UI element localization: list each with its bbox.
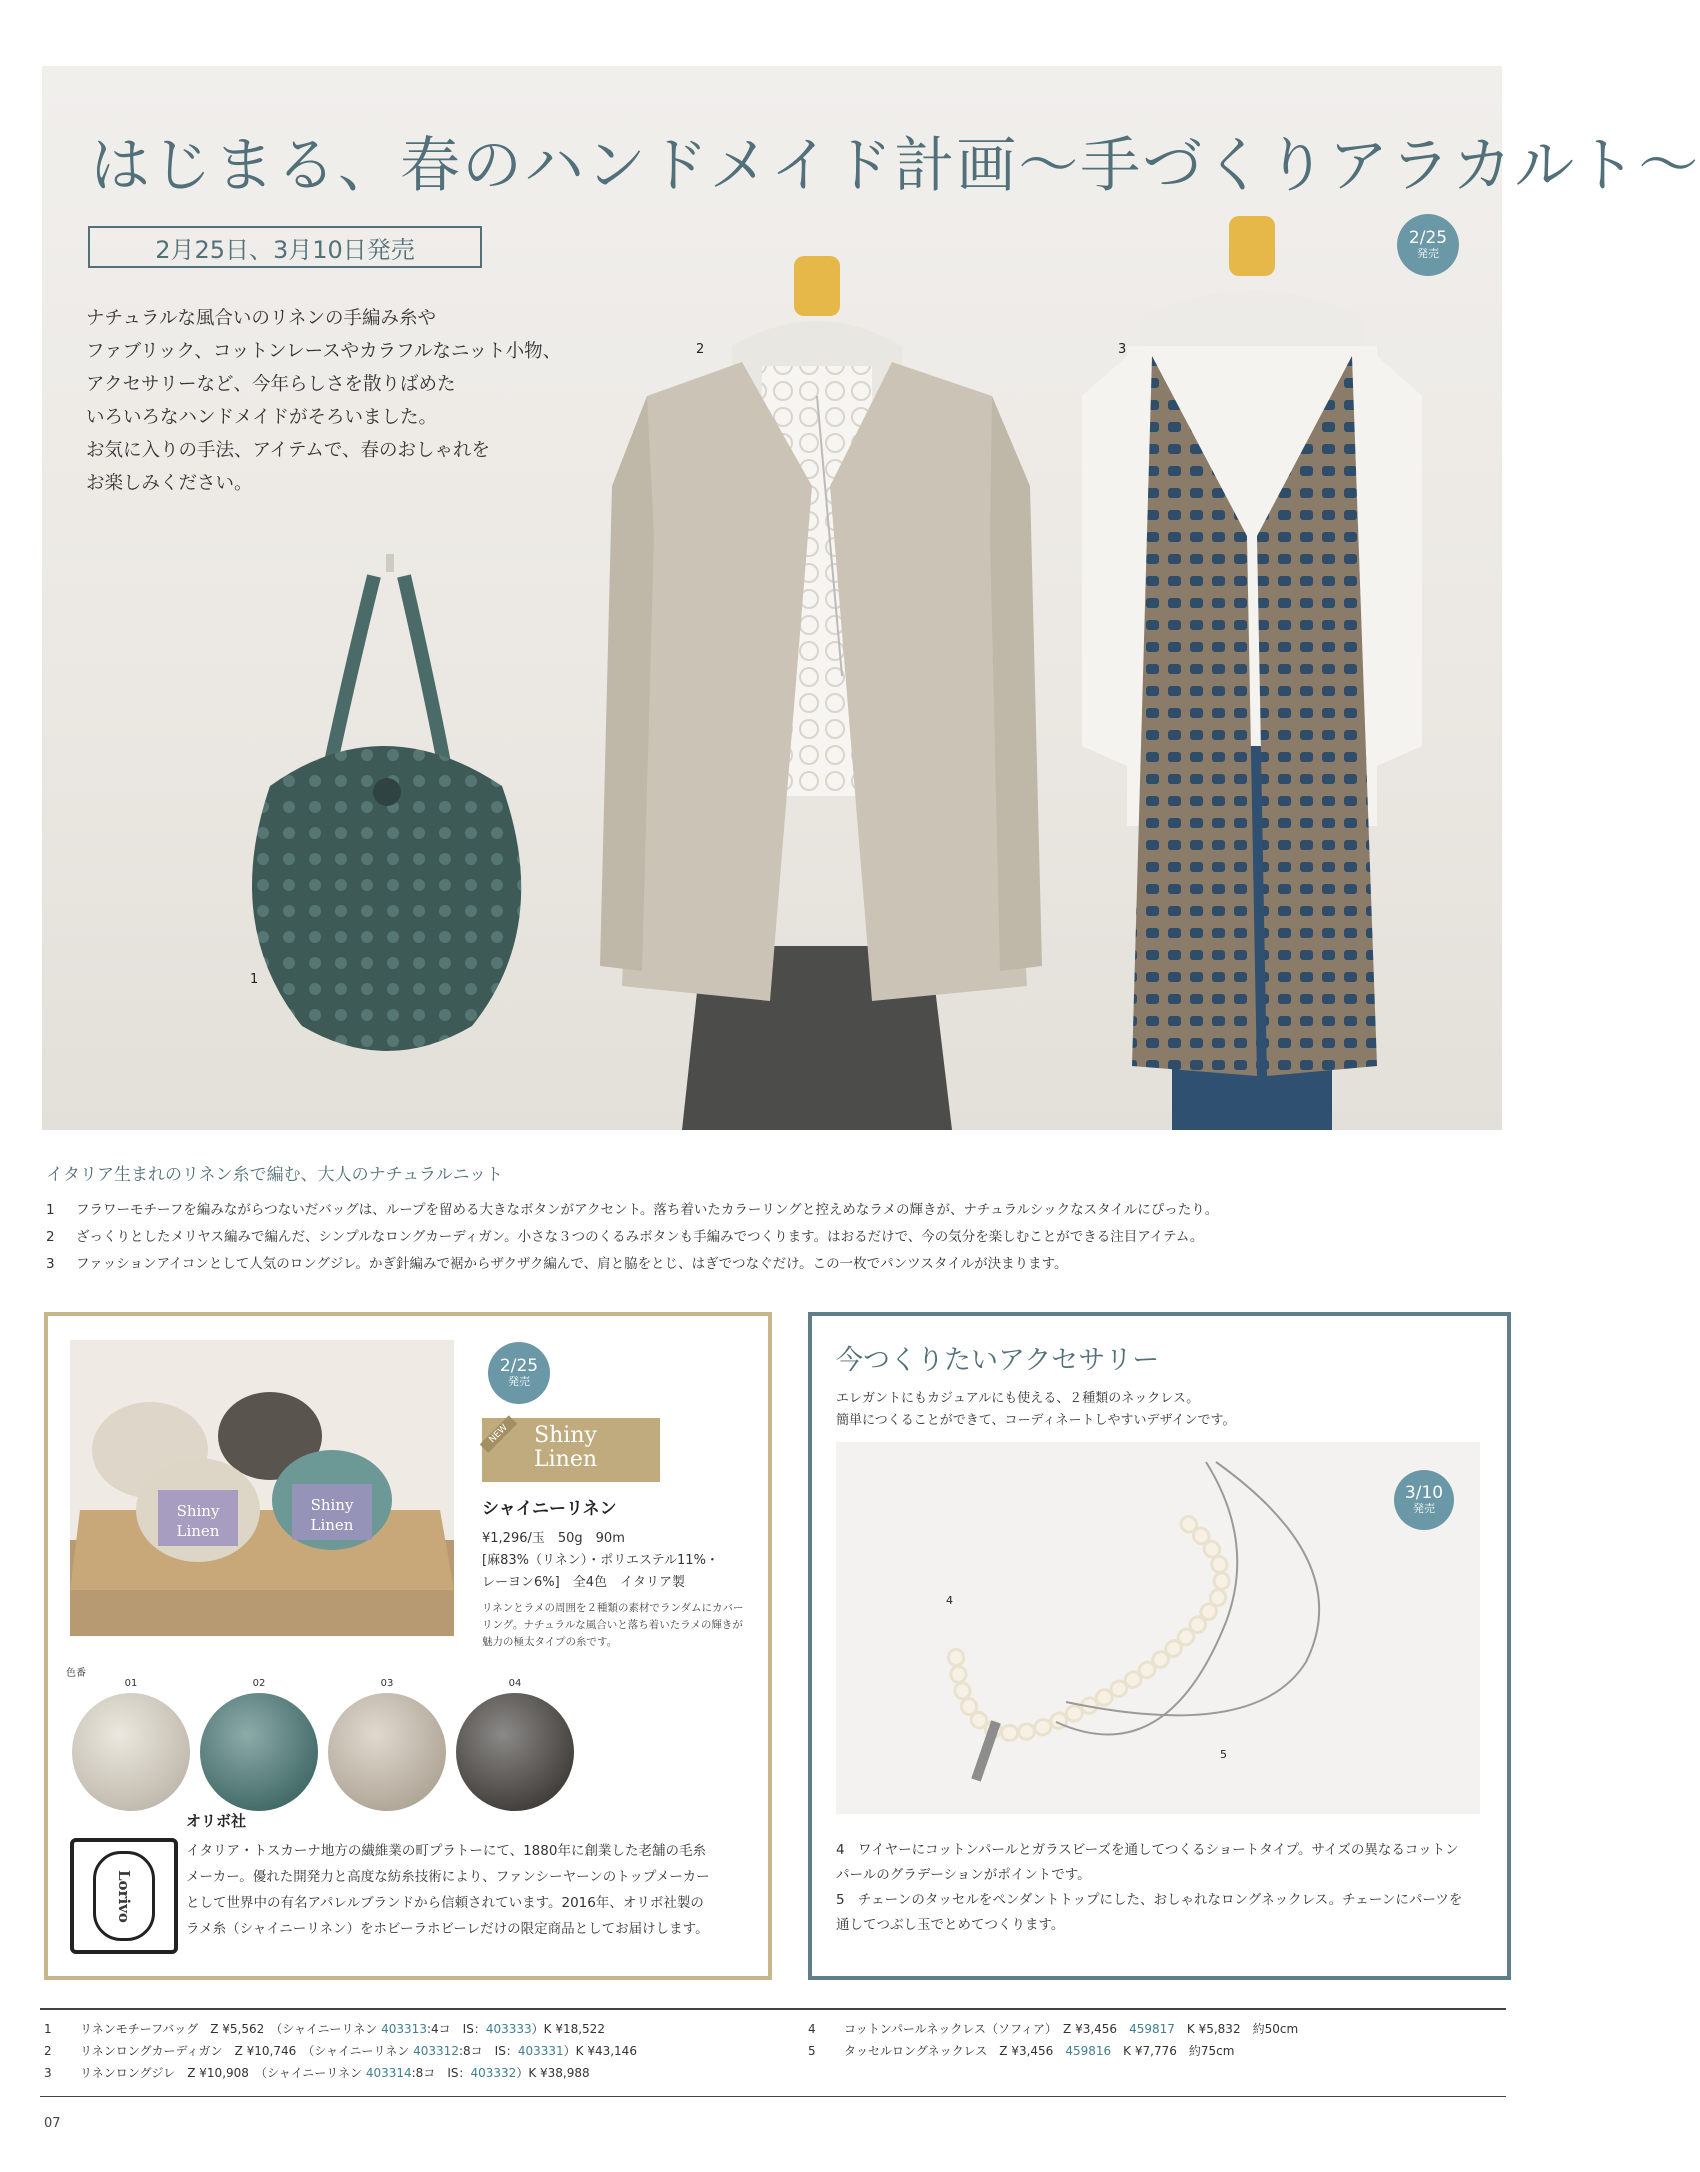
badge-sub: 発売 (508, 1375, 530, 1389)
release-badge (488, 1342, 550, 1404)
caption-number: 3 (46, 1256, 55, 1272)
shiny-linen-logo (482, 1418, 660, 1482)
page-title: はじまる、春のハンドメイド計画〜手づくりアラカルト〜 (90, 131, 1700, 201)
swatch-item (452, 1678, 578, 1815)
price-z: Z ¥3,456 (1063, 2022, 1118, 2036)
swatch-item (68, 1678, 194, 1815)
price-item-name: リネンモチーフバッグ (80, 2022, 199, 2036)
note-number: 4 (836, 1842, 845, 1858)
price-is-code: 403332 (470, 2066, 517, 2080)
yarn-label-text: Linen (310, 1516, 354, 1534)
product-spec (482, 1528, 719, 1594)
accessory-notes (836, 1838, 1462, 1938)
caption-title: イタリア生まれのリネン糸で編む、大人のナチュラルニット (46, 1165, 503, 1185)
price-kit: （シャイニーリネン (308, 2044, 410, 2058)
bag-button (373, 778, 401, 806)
cardigan-left (622, 362, 812, 1001)
maker-description (186, 1838, 710, 1942)
caption-text: ざっくりとしたメリヤス編みで編んだ、シンプルなロングカーディガン。小さな３つのくるみボタンも手編みでつくります。はおるだけで、今の気分を楽しむことができる注目アイテム。 (76, 1229, 1204, 1245)
swatch-code: 04 (508, 1678, 522, 1689)
caption-number: 2 (46, 1229, 55, 1245)
badge-date: 2/25 (499, 1355, 539, 1376)
price-code: 459816 (1065, 2044, 1112, 2058)
price-number: 1 (44, 2022, 52, 2036)
price-size: 約50cm (1252, 2022, 1299, 2036)
swatch-circle (72, 1693, 190, 1811)
maker-line: メーカー。優れた開発力と高度な紡糸技術により、ファンシーヤーンのトップメーカー (186, 1869, 710, 1885)
logo-line: Shiny (534, 1423, 597, 1448)
logo-line: Linen (534, 1447, 598, 1472)
yarn-label-text: Shiny (176, 1502, 220, 1520)
basket (70, 1510, 454, 1590)
item-number-2: 2 (696, 342, 705, 357)
intro-line: ナチュラルな風合いのリネンの手編み糸や (86, 308, 437, 329)
price-row (44, 2018, 637, 2040)
intro-line: お気に入りの手法、アイテムで、春のおしゃれを (86, 440, 491, 461)
caption-item (46, 1198, 1218, 1218)
item-number-5: 5 (1220, 1748, 1227, 1761)
lorivo-logo (70, 1838, 178, 1954)
item-number-3: 3 (1118, 342, 1127, 357)
note-line (836, 1888, 1462, 1913)
price-z: Z ¥3,456 (999, 2044, 1054, 2058)
price-number: 2 (44, 2044, 52, 2058)
yarn-photo (70, 1340, 454, 1636)
note-line (836, 1863, 1462, 1888)
price-code: 403313 (381, 2022, 427, 2036)
price-k: K ¥5,832 (1186, 2022, 1241, 2036)
price-z: Z ¥10,908 (187, 2066, 249, 2080)
price-is: IS： (447, 2066, 471, 2080)
product-name: シャイニーリネン (482, 1499, 617, 1519)
caption-number: 1 (46, 1202, 55, 1218)
price-size: 約75cm (1188, 2044, 1235, 2058)
lead-line: 簡単につくることができて、コーディネートしやすいデザインです。 (836, 1413, 1236, 1428)
price-list-bottom-rule (40, 2096, 1506, 2097)
price-list-right (808, 2018, 1298, 2062)
note-text: ワイヤーにコットンパールとガラスビーズを通してつくるショートタイプ。サイズの異なるコットン (858, 1842, 1459, 1858)
spec-line: レーヨン6%] 全4色 イタリア製 (482, 1575, 685, 1590)
note-line (836, 1838, 1462, 1863)
maker-line: イタリア・トスカーナ地方の繊維業の町プラトーにて、1880年に創業した老舗の毛糸 (186, 1843, 706, 1859)
swatch-item (196, 1678, 322, 1815)
release-date-box: 2月25日、3月10日発売 (88, 226, 482, 268)
price-code: 459817 (1129, 2022, 1175, 2036)
maker-line: ラメ糸（シャイニーリネン）をホビーラホビーレだけの限定商品としてお届けします。 (186, 1921, 709, 1937)
maker-name: オリボ社 (186, 1812, 247, 1830)
swatch-code: 01 (124, 1678, 138, 1689)
caption-item (46, 1225, 1203, 1245)
caption-text: フラワーモチーフを編みながらつないだバッグは、ループを留める大きなボタンがアクセント。落ち着いたカラーリングと控えめなラメの輝きが、ナチュラルシックなスタイルにぴったり。 (76, 1202, 1219, 1218)
price-kit: （シャイニーリネン (260, 2066, 362, 2080)
price-list-top-rule (40, 2008, 1506, 2010)
price-item-name: コットンパールネックレス（ソフィア） (844, 2022, 1052, 2036)
swatch-item (324, 1678, 450, 1815)
price-number: 4 (808, 2022, 816, 2036)
note-text: 通してつぶし玉でとめてつくります。 (836, 1917, 1065, 1933)
price-z: Z ¥10,746 (234, 2044, 297, 2058)
price-row (44, 2040, 637, 2062)
swatch-code: 02 (252, 1678, 266, 1689)
price-code: 403312 (413, 2044, 459, 2058)
maker-line: として世界中の有名アパレルブランドから信頼されています。2016年、オリボ社製の (186, 1895, 704, 1911)
new-ribbon: NEW (480, 1415, 518, 1453)
intro-line: いろいろなハンドメイドがそろいました。 (86, 407, 437, 428)
price-is: IS： (462, 2022, 486, 2036)
note-number: 5 (836, 1892, 845, 1908)
intro-line: アクセサリーなど、今年らしさを散りばめた (86, 374, 456, 395)
yarn-label-text: Shiny (310, 1496, 354, 1514)
note-text: パールのグラデーションがポイントです。 (836, 1867, 1091, 1883)
badge-sub: 発売 (1417, 247, 1439, 261)
price-qty: :4コ (426, 2022, 451, 2036)
accessory-title: 今つくりたいアクセサリー (836, 1345, 1160, 1376)
note-text: チェーンのタッセルをペンダントトップにした、おしゃれなロングネックレス。チェーンにパーツを (858, 1892, 1463, 1908)
price-row (808, 2018, 1298, 2040)
logo-wordmark (534, 1424, 597, 1472)
lorivo-mark: Lorivo (93, 1851, 155, 1941)
badge-sub: 発売 (1413, 1502, 1435, 1516)
swatch-circle (328, 1693, 446, 1811)
intro-text (86, 302, 606, 500)
price-k: ）K ¥43,146 (563, 2044, 637, 2058)
hero-photo (42, 66, 1700, 1130)
intro-line: お楽しみください。 (86, 473, 253, 494)
swatch-row (68, 1678, 748, 1818)
color-number-label: 色番 (66, 1668, 86, 1679)
necklace-photo (836, 1442, 1480, 1814)
product-description: リネンとラメの周囲を２種類の素材でランダムにカバーリング。ナチュラルな風合いと落ち着いたラメの輝きが魅力の極太タイプの糸です。 (482, 1602, 744, 1648)
caption-text: ファッションアイコンとして人気のロングジレ。かぎ針編みで裾からザクザク編んで、肩と脇をとじ、はぎでつなぐだけ。この一枚でパンツスタイルが決まります。 (76, 1256, 1068, 1272)
release-badge (1397, 214, 1459, 276)
spec-line: [麻83%（リネン）・ポリエステル11%・ (482, 1553, 719, 1568)
price-qty: :8コ (458, 2044, 483, 2058)
price-number: 5 (808, 2044, 816, 2058)
badge-date: 2/25 (1408, 227, 1448, 248)
accessory-lead (836, 1388, 1236, 1432)
page-number: 07 (44, 2116, 61, 2131)
price-row (808, 2040, 1298, 2062)
price-z: Z ¥5,562 (210, 2022, 265, 2036)
price-qty: :8コ (411, 2066, 436, 2080)
yarn-product-box (44, 1312, 772, 1980)
caption-item (46, 1252, 1068, 1272)
price-row (44, 2062, 637, 2084)
spec-line: ¥1,296/玉 50g 90m (482, 1531, 625, 1546)
intro-line: ファブリック、コットンレースやカラフルなニット小物、 (86, 341, 562, 362)
price-is-code: 403333 (485, 2022, 532, 2036)
price-list-left (44, 2018, 637, 2084)
price-number: 3 (44, 2066, 52, 2080)
note-line (836, 1913, 1462, 1938)
item-number-1: 1 (250, 972, 259, 987)
lead-line: エレガントにもカジュアルにも使える、２種類のネックレス。 (836, 1391, 1200, 1406)
swatch-circle (456, 1693, 574, 1811)
swatch-circle (200, 1693, 318, 1811)
price-is-code: 403331 (517, 2044, 564, 2058)
price-item-name: リネンロングカーディガン (80, 2044, 223, 2058)
price-is: IS： (494, 2044, 518, 2058)
price-item-name: タッセルロングネックレス (844, 2044, 988, 2058)
yarn-label-text: Linen (176, 1522, 220, 1540)
price-code: 403314 (365, 2066, 412, 2080)
price-kit: （シャイニーリネン (276, 2022, 378, 2036)
release-badge (1394, 1470, 1454, 1530)
hook (386, 554, 394, 572)
accessory-box (808, 1312, 1511, 1980)
price-k: ）K ¥38,988 (516, 2066, 590, 2080)
swatch-code: 03 (380, 1678, 394, 1689)
item-number-4: 4 (946, 1594, 953, 1607)
badge-date: 3/10 (1404, 1482, 1444, 1503)
price-k: K ¥7,776 (1123, 2044, 1177, 2058)
price-k: ）K ¥18,522 (531, 2022, 605, 2036)
price-item-name: リネンロングジレ (80, 2066, 176, 2080)
